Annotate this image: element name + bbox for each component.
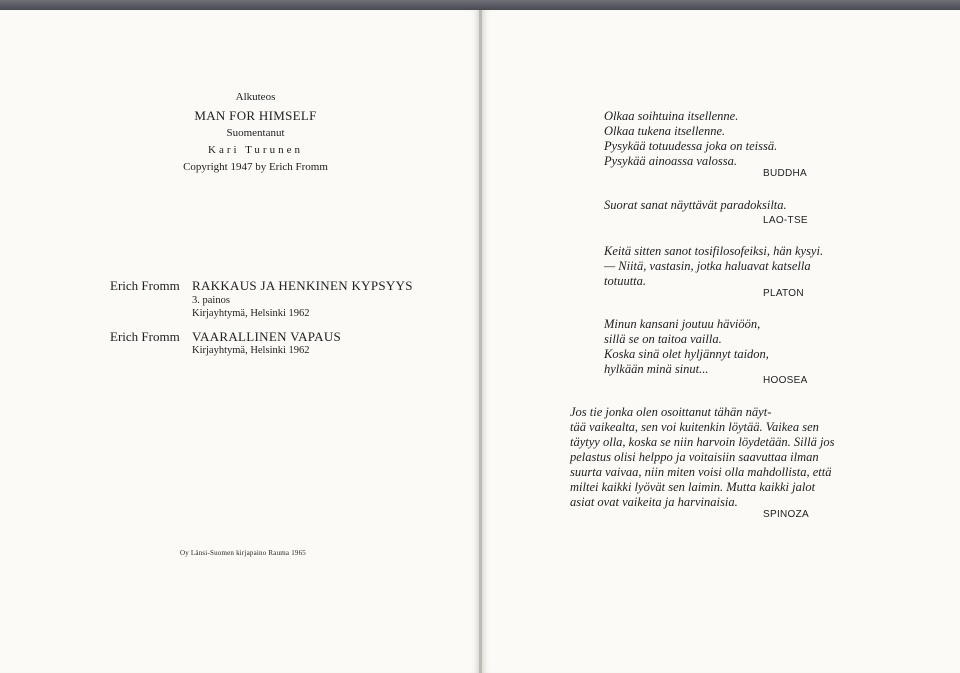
quote-buddha: [604, 109, 777, 169]
quote-line: Keitä sitten sanot tosifilosofeiksi, hän kysyi.: [604, 244, 824, 258]
original-label: Alkuteos: [235, 91, 276, 103]
right-page: [482, 10, 960, 673]
original-title: MAN FOR HIMSELF: [194, 108, 317, 123]
quote-spinoza: [570, 405, 835, 510]
quote-line: Olkaa tukena itsellenne.: [604, 124, 726, 138]
quote-line: totuutta.: [604, 274, 647, 288]
quote-line: suurta vaivaa, niin miten voisi olla mahdollista, että: [570, 465, 832, 479]
quote-line: täytyy olla, koska se niin harvoin löydetään. Sillä jos: [570, 435, 835, 449]
quote-line: Suorat sanat näyttävät paradoksilta.: [604, 198, 787, 212]
translator-label: Suomentanut: [226, 127, 285, 139]
quote-line: asiat ovat vaikeita ja harvinaisia.: [570, 495, 738, 509]
quote-line: Olkaa soihtuina itsellenne.: [604, 109, 739, 123]
quote-line: Koska sinä olet hyljännyt taidon,: [604, 347, 769, 361]
book-edition: 3. painos: [192, 295, 230, 306]
book-title: VAARALLINEN VAPAUS: [192, 329, 342, 344]
quote-lao-tse: [604, 198, 787, 213]
quote-line: Pysykää totuudessa joka on teissä.: [604, 139, 778, 153]
book-publisher: Kirjayhtymä, Helsinki 1962: [192, 308, 310, 319]
quote-line: — Niitä, vastasin, jotka haluavat katsella: [604, 259, 811, 273]
quote-platon: [604, 244, 823, 289]
quote-line: Jos tie jonka olen osoittanut tähän näyt-: [570, 405, 772, 419]
quote-attribution: BUDDHA: [763, 168, 808, 179]
book-title: RAKKAUS JA HENKINEN KYPSYYS: [192, 278, 413, 293]
quote-line: miltei kaikki lyövät sen laimin. Mutta kaikki jalot: [570, 480, 816, 494]
quote-line: tää vaikealta, sen voi kuitenkin löytää. Vaikea sen: [570, 420, 819, 434]
translator-name: Kari Turunen: [208, 144, 303, 156]
printer-imprint: Oy Länsi-Suomen kirjapaino Rauma 1965: [180, 549, 306, 557]
book-author: Erich Fromm: [110, 278, 180, 293]
quote-attribution: PLATON: [763, 288, 804, 299]
copyright: Copyright 1947 by Erich Fromm: [183, 161, 328, 173]
quote-line: sillä se on taitoa vailla.: [604, 332, 722, 346]
quote-attribution: HOOSEA: [763, 375, 808, 386]
quote-hoosea: [604, 317, 769, 377]
quote-line: hylkään minä sinut...: [604, 362, 709, 376]
book-author: Erich Fromm: [110, 329, 180, 344]
left-page: [0, 10, 479, 673]
quote-attribution: LAO-TSE: [763, 215, 808, 226]
quote-line: Minun kansani joutuu häviöön,: [604, 317, 761, 331]
book-publisher: Kirjayhtymä, Helsinki 1962: [192, 345, 310, 356]
quote-line: pelastus olisi helppo ja voitaisiin saavuttaa ilman: [570, 450, 819, 464]
quote-line: Pysykää ainoassa valossa.: [604, 154, 737, 168]
quote-attribution: SPINOZA: [763, 509, 809, 520]
